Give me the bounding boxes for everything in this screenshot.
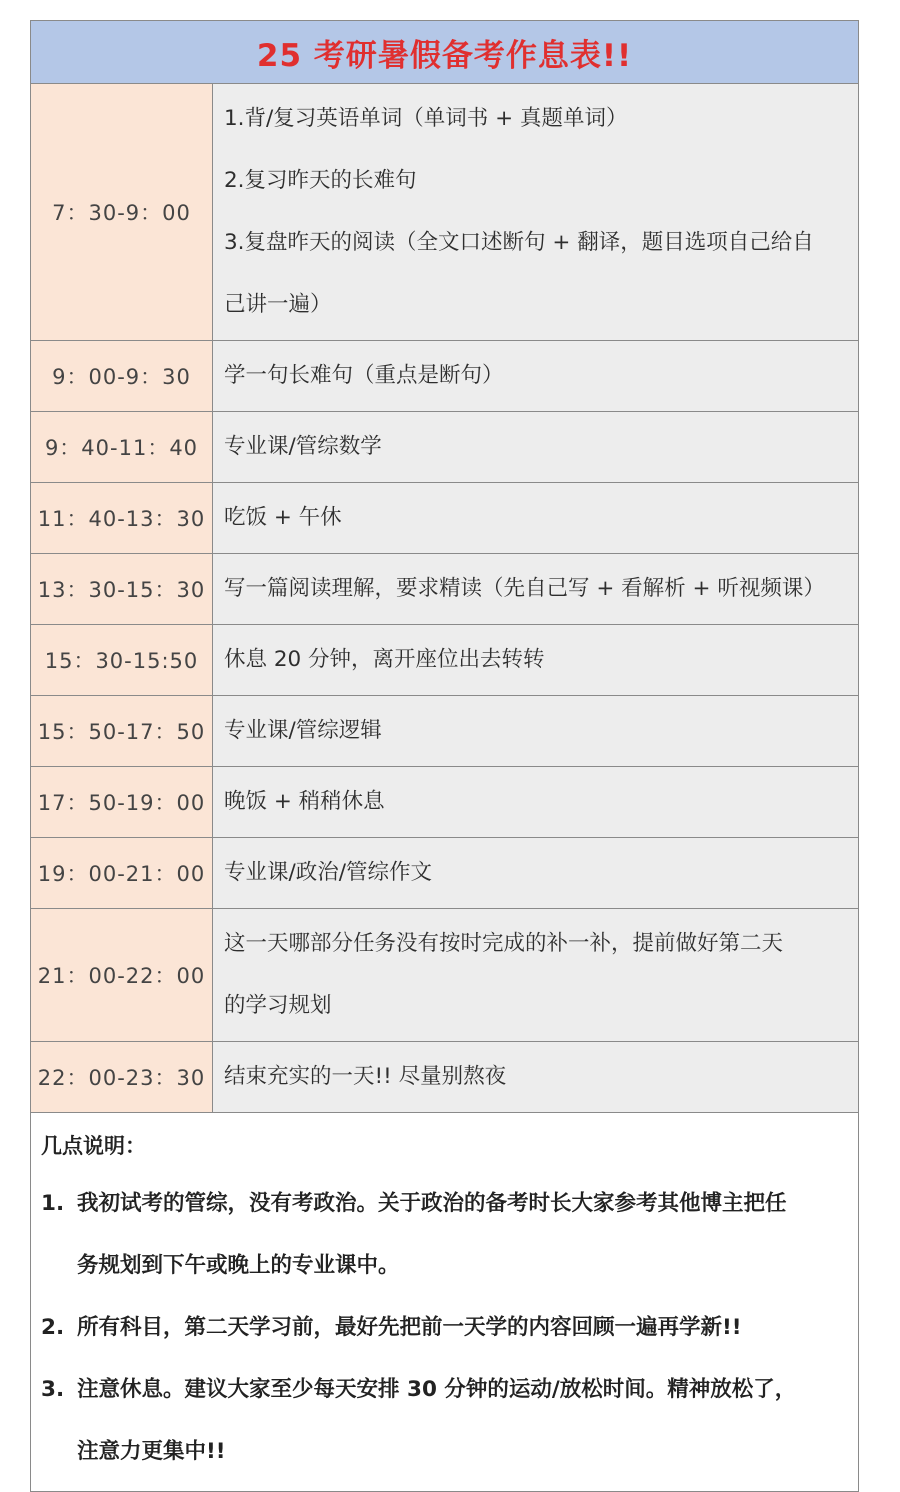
time-slot: 22：00-23：30	[31, 1042, 213, 1112]
schedule-row	[31, 1042, 858, 1113]
task-cell	[213, 483, 858, 553]
task-cell	[213, 696, 858, 766]
task-cell	[213, 554, 858, 624]
notes-title: 几点说明：	[41, 1134, 146, 1158]
task-line: 写一篇阅读理解，要求精读（先自己写 + 看解析 + 听视频课）	[224, 576, 825, 601]
note-item	[41, 1359, 846, 1483]
note-line: 务规划到下午或晚上的专业课中。	[77, 1253, 400, 1278]
schedule-row	[31, 767, 858, 838]
schedule-row	[31, 625, 858, 696]
note-line: 注意休息。建议大家至少每天安排 30 分钟的运动/放松时间。精神放松了，	[77, 1377, 797, 1402]
schedule-row	[31, 483, 858, 554]
schedule-row	[31, 412, 858, 483]
time-slot: 15：50-17：50	[31, 696, 213, 766]
time-slot: 7：30-9：00	[31, 84, 213, 340]
schedule-row	[31, 554, 858, 625]
note-line: 注意力更集中!!	[77, 1439, 226, 1464]
time-slot: 19：00-21：00	[31, 838, 213, 908]
task-line: 学一句长难句（重点是断句）	[224, 363, 504, 388]
note-item	[41, 1173, 846, 1297]
note-item	[41, 1297, 846, 1359]
note-text	[77, 1359, 846, 1483]
note-text	[77, 1297, 846, 1359]
task-line: 休息 20 分钟，离开座位出去转转	[224, 647, 545, 672]
note-number: 2.	[41, 1315, 65, 1340]
task-cell	[213, 1042, 858, 1112]
note-text	[77, 1173, 846, 1297]
schedule-row	[31, 838, 858, 909]
task-line: 这一天哪部分任务没有按时完成的补一补，提前做好第二天	[224, 931, 784, 956]
schedule-row	[31, 341, 858, 412]
page-title: 25 考研暑假备考作息表!!	[31, 21, 858, 84]
task-line: 2.复习昨天的长难句	[224, 168, 417, 193]
task-cell	[213, 767, 858, 837]
time-slot: 21：00-22：00	[31, 909, 213, 1041]
time-slot: 9：00-9：30	[31, 341, 213, 411]
task-line: 专业课/管综逻辑	[224, 718, 382, 743]
note-number: 3.	[41, 1377, 65, 1402]
notes-section	[31, 1113, 858, 1491]
schedule-row	[31, 696, 858, 767]
note-line: 所有科目，第二天学习前，最好先把前一天学的内容回顾一遍再学新!!	[77, 1315, 742, 1340]
task-line: 1.背/复习英语单词（单词书 + 真题单词）	[224, 106, 628, 131]
task-line: 3.复盘昨天的阅读（全文口述断句 + 翻译，题目选项自己给自	[224, 230, 814, 255]
time-slot: 15：30-15:50	[31, 625, 213, 695]
schedule-table	[31, 84, 858, 1113]
task-line: 专业课/管综数学	[224, 434, 382, 459]
task-cell	[213, 412, 858, 482]
task-line: 己讲一遍）	[224, 292, 332, 317]
schedule-sheet	[30, 20, 859, 1492]
task-line: 吃饭 + 午休	[224, 505, 342, 530]
task-cell	[213, 909, 858, 1041]
task-line: 结束充实的一天!! 尽量别熬夜	[224, 1064, 507, 1089]
note-number: 1.	[41, 1191, 65, 1216]
task-line: 晚饭 + 稍稍休息	[224, 789, 385, 814]
time-slot: 17：50-19：00	[31, 767, 213, 837]
task-line: 的学习规划	[224, 993, 332, 1018]
task-cell	[213, 838, 858, 908]
task-cell	[213, 84, 858, 340]
task-cell	[213, 625, 858, 695]
task-cell	[213, 341, 858, 411]
schedule-row	[31, 84, 858, 341]
time-slot: 9：40-11：40	[31, 412, 213, 482]
note-line: 我初试考的管综，没有考政治。关于政治的备考时长大家参考其他博主把任	[77, 1191, 787, 1216]
time-slot: 11：40-13：30	[31, 483, 213, 553]
schedule-row	[31, 909, 858, 1042]
time-slot: 13：30-15：30	[31, 554, 213, 624]
task-line: 专业课/政治/管综作文	[224, 860, 432, 885]
